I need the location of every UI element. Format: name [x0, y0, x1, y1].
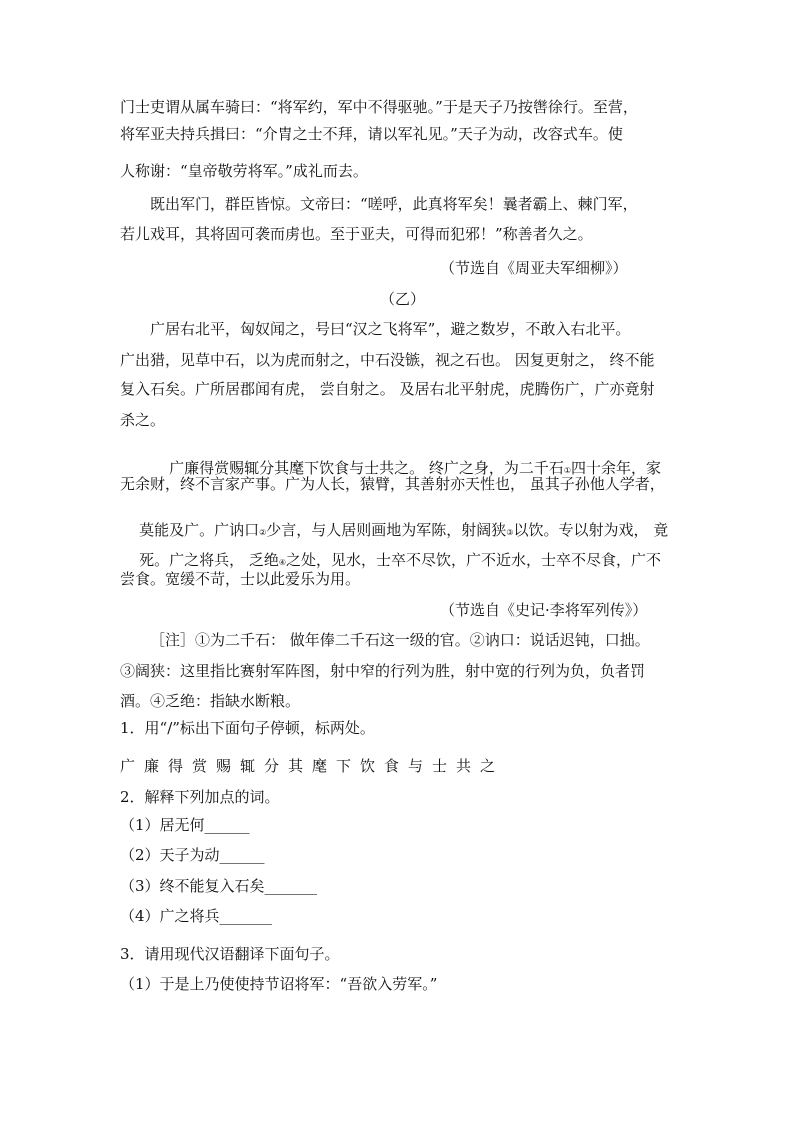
question-1-sentence: 广廉得赏赐辄分其麾下饮食与士共之	[120, 757, 505, 775]
question-2-item-1: （1）居无何______	[120, 816, 250, 834]
jia-source: （节选自《周亚夫军细柳》）	[440, 259, 628, 277]
yi-line-4: 杀之。	[120, 411, 166, 429]
question-2-item-2: （2）天子为动______	[120, 846, 265, 864]
jia-line-4: 既出军门，群臣皆惊。文帝曰：“嗟呼，此真将军矣！曩者霸上、棘门军，	[150, 195, 638, 213]
yi-heading: （乙）	[380, 290, 426, 308]
yi-line-9: 尝食。宽缓不苛，士以此爱乐为用。	[120, 570, 361, 588]
note-mark-1: ①	[563, 466, 572, 475]
yi-line-1: 广居右北平，匈奴闻之，号曰“汉之飞将军”，避之数岁，不敢入右北平。	[150, 320, 631, 338]
question-3-item-1: （1）于是上乃使使持节诏将军：“吾欲入劳军。”	[120, 975, 438, 993]
yi-line-7-text-c: 以饮。专以射为戏， 竟	[513, 521, 669, 539]
notes-line-3: 酒。④乏绝：指缺水断粮。	[120, 692, 301, 710]
note-mark-2: ②	[259, 528, 267, 537]
note-mark-4: ④	[278, 558, 287, 567]
question-1-prompt: 1．用“/”标出下面句子停顿，标两处。	[120, 719, 375, 737]
jia-line-2: 将军亚夫持兵揖曰：“介胄之士不拜，请以军礼见。”天子为动，改容式车。使	[120, 125, 623, 143]
question-2-prompt: 2．解释下列加点的词。	[120, 788, 280, 806]
yi-line-8-text-b: 之处，见水，士卒不尽饮，广不近水，士卒不尽食，广不	[286, 551, 662, 569]
notes-line-1: ［注］①为二千石： 做年俸二千石这一级的官。②讷口：说话迟钝，口拙。	[150, 631, 650, 649]
yi-line-5-text-b: 四十余年，家	[571, 459, 662, 477]
yi-line-6: 无余财，终不言家产事。广为人长，猿臂，其善射亦天性也， 虽其子孙他人学者，	[120, 475, 665, 493]
yi-line-2: 广出猎，见草中石，以为虎而射之，中石没镞，视之石也。 因复更射之， 终不能	[120, 351, 655, 369]
question-3-prompt: 3．请用现代汉语翻译下面句子。	[120, 945, 340, 963]
yi-line-8-text-a: 死。广之将兵， 乏绝	[139, 551, 279, 569]
yi-line-7-text-a: 莫能及广。广讷口	[139, 521, 260, 539]
yi-source: （节选自《史记·李将军列传》）	[440, 601, 648, 619]
yi-line-7-text-b: 少言，与人居则画地为军陈，射阔狭	[266, 521, 507, 539]
yi-line-5-text-a: 广廉得赏赐辄分其麾下饮食与士共之。 终广之身，为二千石	[169, 459, 564, 477]
jia-line-1: 门士吏谓从属车骑曰：“将军约，军中不得驱驰。”于是天子乃按辔徐行。至营，	[120, 98, 638, 116]
notes-line-2: ③阔狭：这里指比赛射军阵图，射中窄的行列为胜，射中宽的行列为负，负者罚	[120, 662, 646, 680]
question-2-item-4: （4）广之将兵_______	[120, 907, 273, 925]
question-2-item-3: （3）终不能复入石矣_______	[120, 877, 318, 895]
yi-line-3: 复入石矣。广所居郡闻有虎， 尝自射之。 及居右北平射虎，虎腾伤广，广亦竟射	[120, 380, 655, 398]
jia-line-3: 人称谢：“皇帝敬劳将军。”成礼而去。	[120, 162, 368, 180]
jia-line-5: 若儿戏耳，其将固可袭而虏也。至于亚夫，可得而犯邪！”称善者久之。	[120, 225, 593, 243]
note-mark-3: ③	[506, 528, 514, 537]
